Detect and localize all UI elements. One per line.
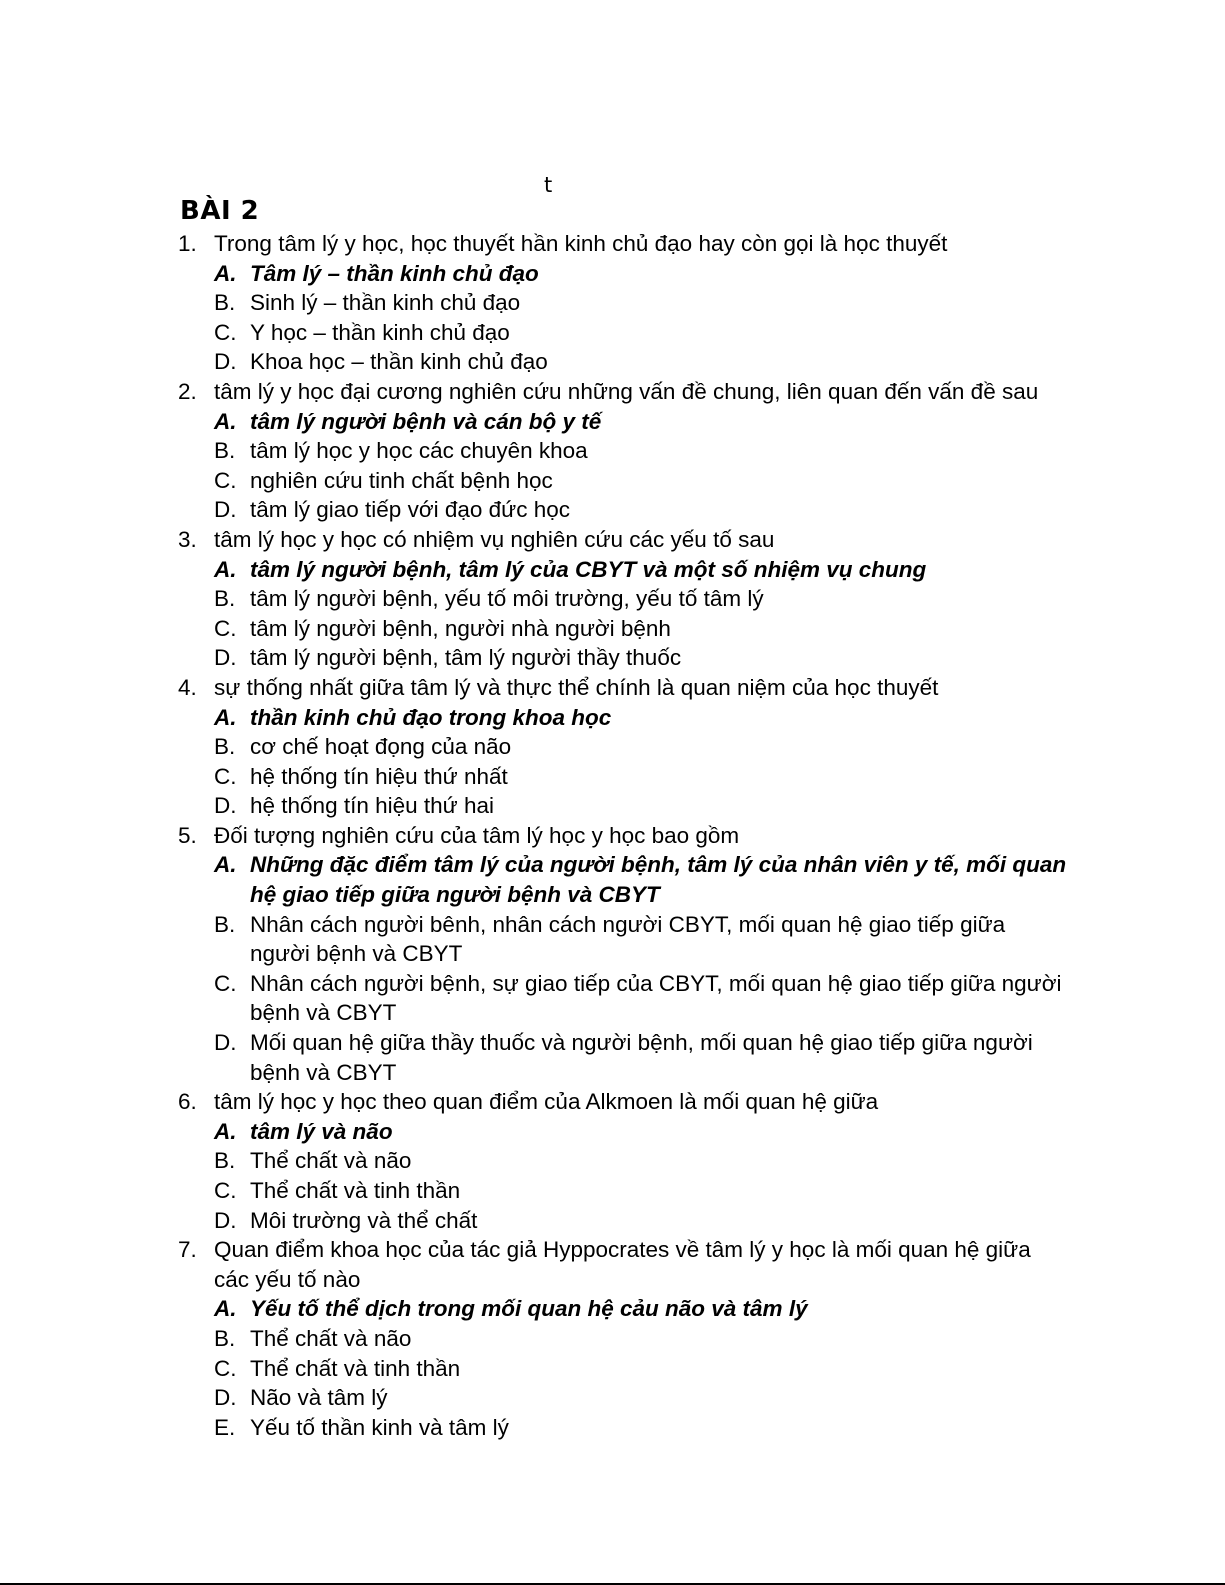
option-letter: C. [214,763,237,789]
answer-option [214,643,1068,673]
top-mark: t [544,173,553,197]
answer-option [214,347,1068,377]
answer-option [214,1176,1068,1206]
question-row [178,1235,1068,1294]
option-text: tâm lý học y học các chuyên khoa [250,438,588,464]
question-row [178,821,1068,851]
question-row [178,377,1068,407]
option-text: tâm lý người bệnh, tâm lý của CBYT và một số nhiệm vụ chung [250,556,927,582]
answer-option [214,1324,1068,1354]
answer-option [214,318,1068,348]
option-text: tâm lý người bệnh và cán bộ y tế [250,408,602,434]
question-item [178,377,1068,525]
option-text: hệ thống tín hiệu thứ nhất [250,763,508,789]
option-text: hệ thống tín hiệu thứ hai [250,793,494,819]
option-letter: B. [214,734,236,760]
question-text: Đối tượng nghiên cứu của tâm lý học y học bao gồm [214,822,740,848]
question-text: Quan điểm khoa học của tác giả Hyppocrates về tâm lý y học là mối quan hệ giữa các yếu tố nào [214,1237,1031,1292]
option-text: Môi trường và thể chất [250,1207,478,1233]
answer-option [214,762,1068,792]
option-text: Thể chất và não [250,1325,412,1351]
option-text: nghiên cứu tinh chất bệnh học [250,467,553,493]
option-letter: D. [214,1207,237,1233]
option-text: Sinh lý – thần kinh chủ đạo [250,290,521,316]
question-row [178,1087,1068,1117]
option-letter: A. [214,556,237,582]
option-text: Khoa học – thần kinh chủ đạo [250,349,548,375]
question-number: 2. [178,378,197,404]
option-text: thần kinh chủ đạo trong khoa học [250,704,612,730]
option-text: Tâm lý – thần kinh chủ đạo [250,260,539,286]
answer-option [214,495,1068,525]
option-list [214,555,1068,673]
option-text: tâm lý người bệnh, người nhà người bệnh [250,615,671,641]
option-text: Thể chất và tinh thần [250,1355,461,1381]
option-letter: D. [214,645,237,671]
option-text: Mối quan hệ giữa thầy thuốc và người bệnh, mối quan hệ giao tiếp giữa người bệnh và CBYT [250,1030,1033,1085]
lesson-title: BÀI 2 [180,196,260,226]
answer-option [214,1028,1068,1087]
option-text: Thể chất và não [250,1148,412,1174]
answer-option [214,288,1068,318]
option-list [214,1117,1068,1235]
option-text: Yếu tố thể dịch trong mối quan hệ cảu não và tâm lý [250,1296,808,1322]
question-text: sự thống nhất giữa tâm lý và thực thể chính là quan niệm của học thuyết [214,674,939,700]
option-letter: C. [214,319,237,345]
option-list [214,850,1068,1087]
answer-option-correct [214,555,1068,585]
answer-option [214,436,1068,466]
answer-option-correct [214,703,1068,733]
answer-option [214,1206,1068,1236]
question-text: tâm lý học y học theo quan điểm của Alkmoen là mối quan hệ giữa [214,1089,879,1115]
answer-option [214,910,1068,969]
option-text: tâm lý giao tiếp với đạo đức học [250,497,570,523]
answer-option [214,614,1068,644]
question-number: 5. [178,822,197,848]
option-letter: A. [214,408,237,434]
option-letter: C. [214,467,237,493]
question-row [178,525,1068,555]
question-text: Trong tâm lý y học, học thuyết hần kinh chủ đạo hay còn gọi là học thuyết [214,231,948,256]
option-text: tâm lý và não [250,1118,393,1144]
option-letter: A. [214,704,237,730]
answer-option [214,1413,1068,1443]
option-letter: B. [214,438,236,464]
question-text: tâm lý học y học có nhiệm vụ nghiên cứu các yếu tố sau [214,526,775,552]
option-text: Nhân cách người bênh, nhân cách người CBYT, mối quan hệ giao tiếp giữa người bệnh và CBYT [250,911,1006,967]
option-letter: E. [214,1414,236,1440]
option-letter: B. [214,586,236,612]
answer-option-correct [214,407,1068,437]
question-item [178,673,1068,821]
option-letter: B. [214,1325,236,1351]
option-text: Nhân cách người bệnh, sự giao tiếp của CBYT, mối quan hệ giao tiếp giữa người bệnh và CBYT [250,970,1062,1026]
question-number: 6. [178,1089,197,1115]
option-list [214,407,1068,525]
answer-option [214,969,1068,1028]
option-letter: C. [214,1178,237,1203]
question-item [178,821,1068,1087]
answer-option [214,1383,1068,1413]
answer-option [214,791,1068,821]
option-letter: A. [214,260,237,286]
question-number: 1. [178,231,197,256]
question-row [178,673,1068,703]
answer-option [214,584,1068,614]
answer-option [214,732,1068,762]
answer-option-correct [214,1117,1068,1147]
option-list [214,703,1068,821]
question-number: 7. [178,1237,197,1263]
question-number: 3. [178,526,197,552]
option-text: Yếu tố thần kinh và tâm lý [250,1414,509,1440]
option-text: Não và tâm lý [250,1385,388,1411]
question-list [178,229,1068,1442]
option-letter: C. [214,970,237,996]
option-letter: D. [214,497,237,523]
option-letter: D. [214,793,237,819]
question-item [178,229,1068,377]
answer-option-correct [214,850,1068,909]
option-list [214,259,1068,377]
option-letter: D. [214,349,237,375]
option-letter: B. [214,1148,236,1174]
question-number: 4. [178,674,197,700]
answer-option-correct [214,1294,1068,1324]
answer-option [214,1146,1068,1176]
option-text: tâm lý người bệnh, tâm lý người thầy thuốc [250,645,682,671]
question-item [178,1235,1068,1442]
answer-option [214,1354,1068,1384]
question-row [178,229,1068,259]
option-letter: D. [214,1385,237,1411]
option-list [214,1294,1068,1442]
question-item [178,525,1068,673]
option-letter: C. [214,1355,237,1381]
option-letter: B. [214,911,236,937]
question-item [178,1087,1068,1235]
option-letter: C. [214,615,237,641]
option-text: tâm lý người bệnh, yếu tố môi trường, yếu tố tâm lý [250,586,764,612]
option-letter: D. [214,1030,237,1056]
option-text: Y học – thần kinh chủ đạo [250,319,510,345]
option-letter: A. [214,852,237,878]
option-text: Thể chất và tinh thần [250,1178,461,1203]
option-letter: A. [214,1296,237,1322]
option-text: cơ chế hoạt đọng của não [250,734,512,760]
answer-option [214,466,1068,496]
option-letter: B. [214,290,236,316]
option-text: Những đặc điểm tâm lý của người bệnh, tâm lý của nhân viên y tế, mối quan hệ giao tiếp giữa người bệnh và CBYT [250,852,1067,908]
option-letter: A. [214,1118,237,1144]
answer-option-correct [214,259,1068,289]
question-text: tâm lý y học đại cương nghiên cứu những vấn đề chung, liên quan đến vấn đề sau [214,378,1039,404]
